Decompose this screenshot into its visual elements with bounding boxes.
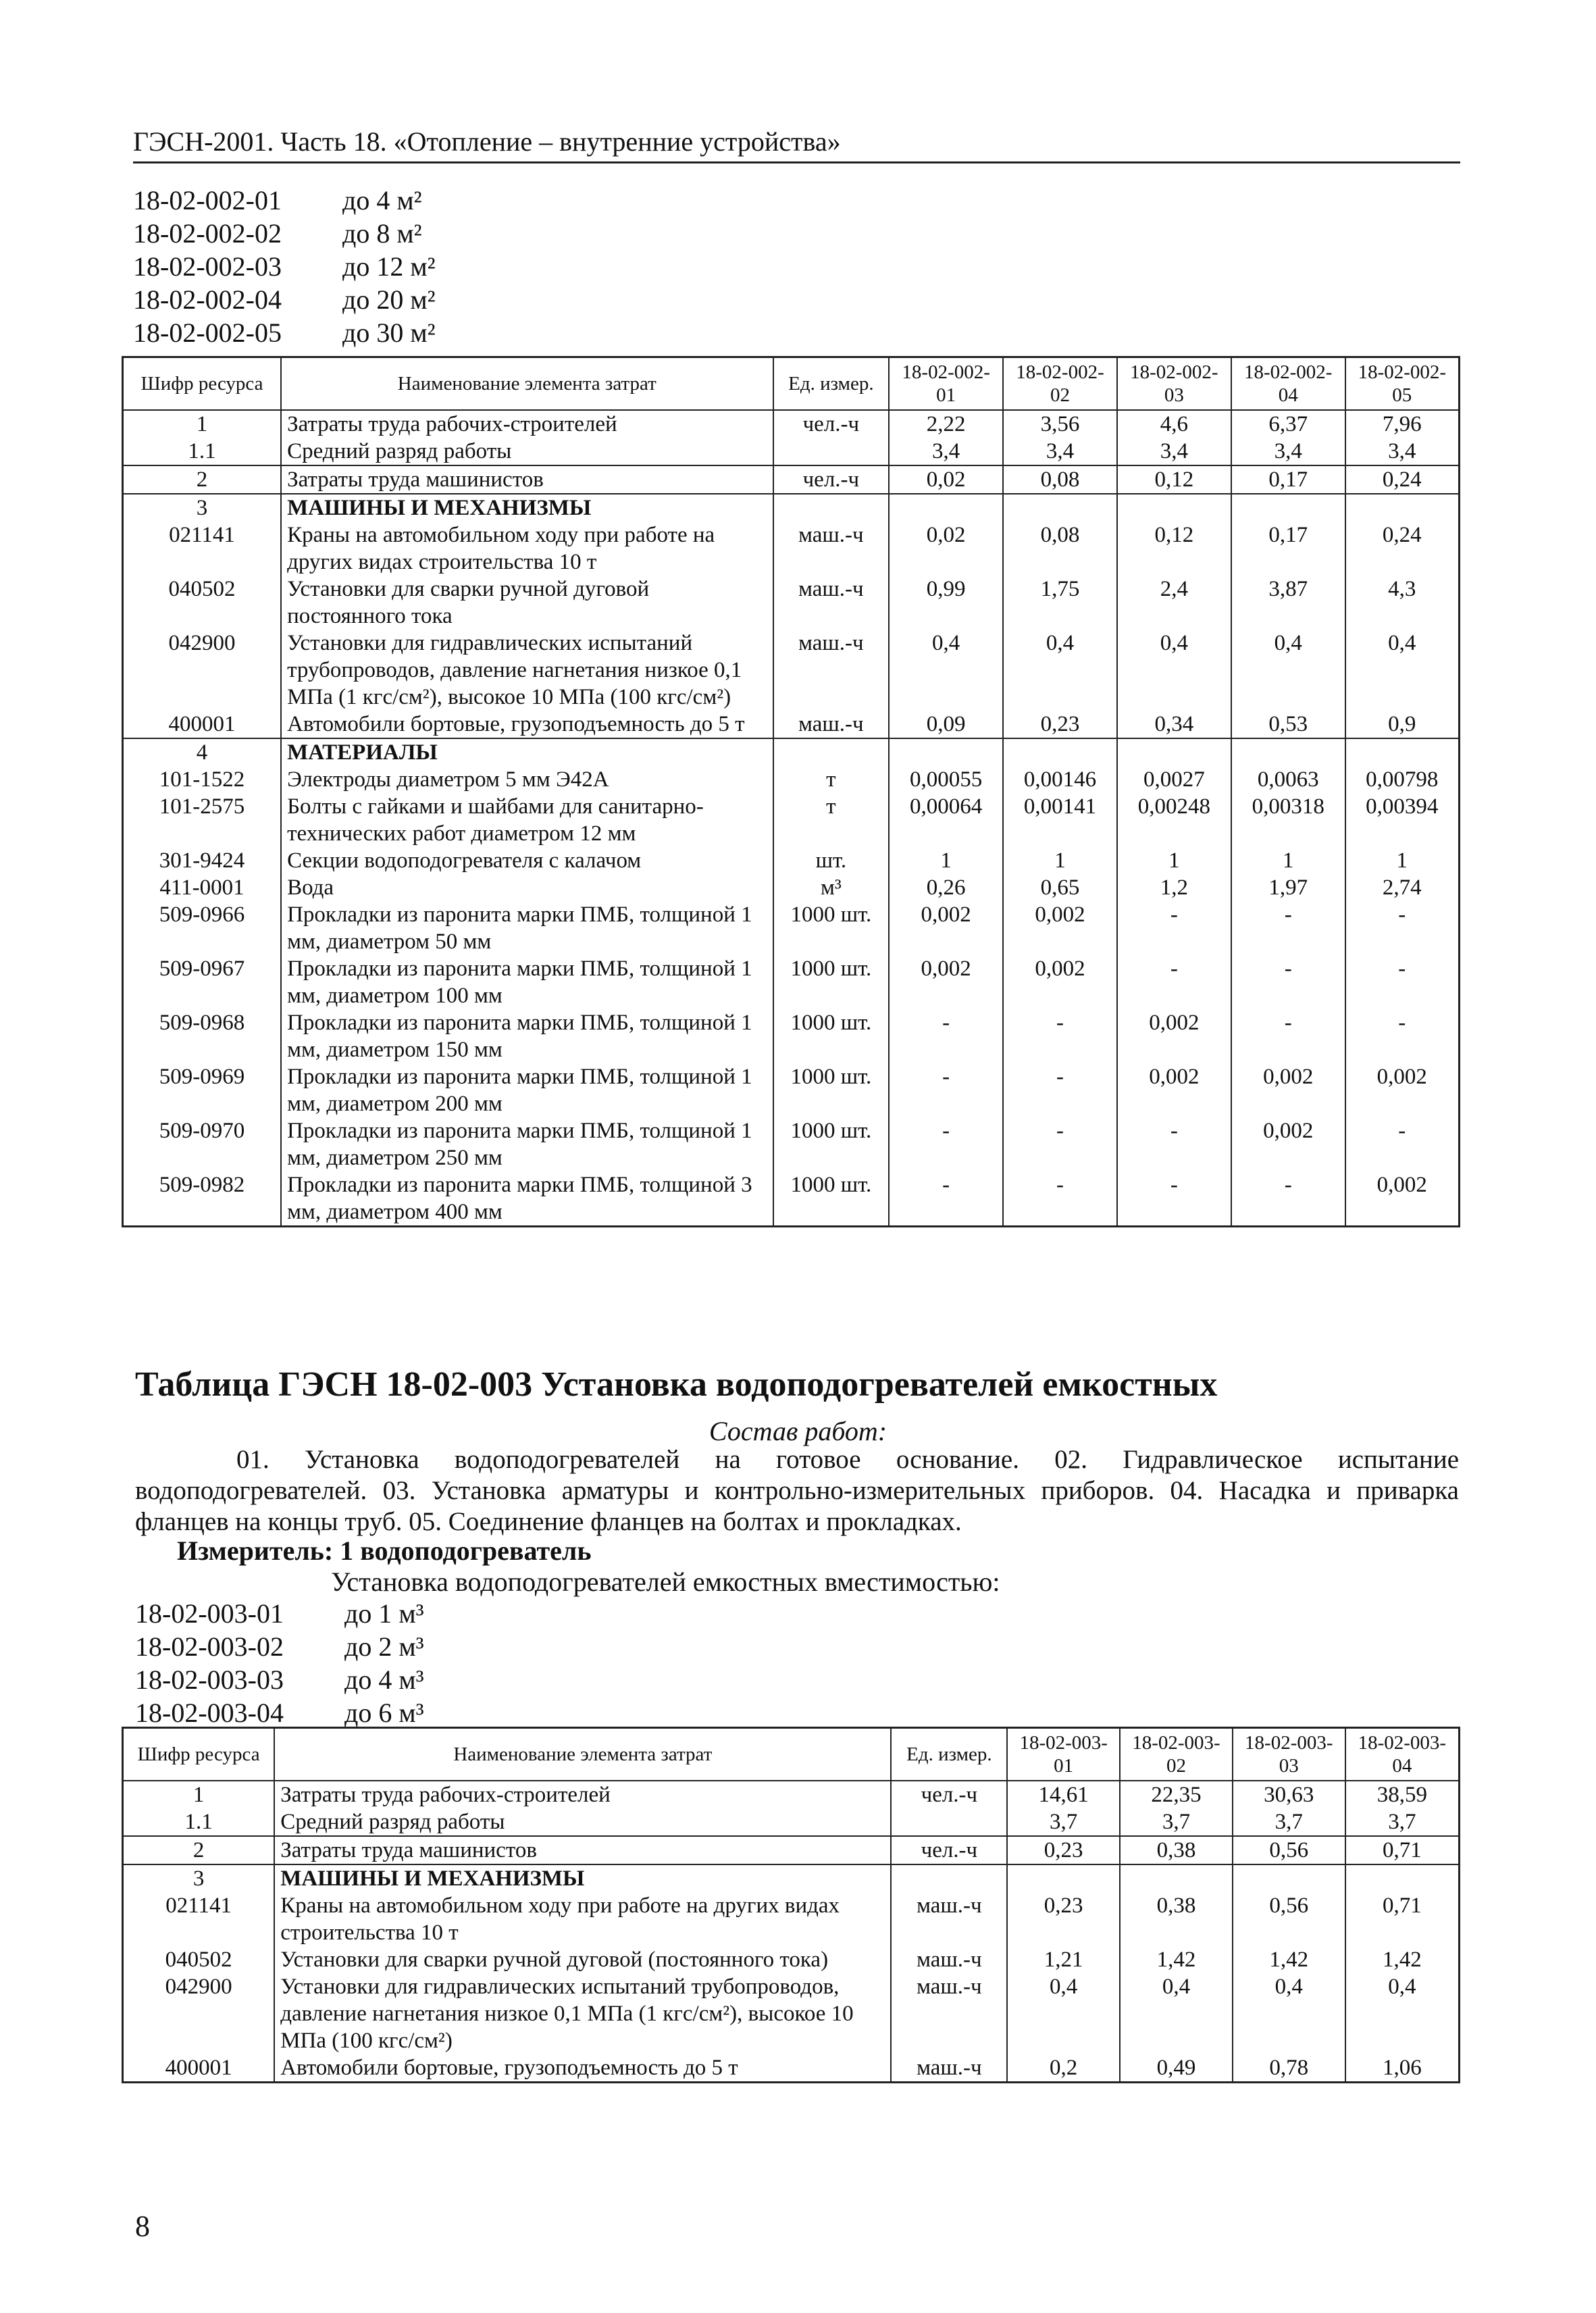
value-cell: 1,21 bbox=[1007, 1946, 1120, 1973]
code-row bbox=[133, 283, 436, 316]
table-row bbox=[123, 1808, 1460, 1836]
column-header: Ед. измер. bbox=[891, 1728, 1007, 1781]
resource-code: 042900 bbox=[123, 1973, 275, 2054]
code-row bbox=[135, 1630, 424, 1663]
value-cell: 3,4 bbox=[1345, 438, 1460, 465]
resource-table-2 bbox=[122, 1727, 1460, 2083]
resource-code: 101-1522 bbox=[123, 766, 282, 793]
resource-table-1 bbox=[122, 356, 1460, 1227]
table-row bbox=[123, 847, 1460, 874]
value-cell: 0,4 bbox=[1345, 1973, 1460, 2054]
table-title: Таблица ГЭСН 18-02-003 Установка водоподогревателей емкостных bbox=[135, 1365, 1218, 1404]
resource-code: 509-0968 bbox=[123, 1009, 282, 1063]
cost-element-name: Краны на автомобильном ходу при работе на других видах строительства 10 т bbox=[281, 522, 773, 576]
value-cell: - bbox=[1345, 955, 1460, 1009]
unit: т bbox=[773, 766, 890, 793]
cost-element-name: Затраты труда машинистов bbox=[281, 465, 773, 494]
value-cell: - bbox=[889, 1009, 1003, 1063]
resource-code: 411-0001 bbox=[123, 874, 282, 901]
code-row bbox=[133, 184, 436, 217]
value-cell: 0,00055 bbox=[889, 766, 1003, 793]
value-cell: 0,00064 bbox=[889, 793, 1003, 847]
value-cell: - bbox=[1003, 1009, 1117, 1063]
table-row bbox=[123, 1063, 1460, 1117]
unit: 1000 шт. bbox=[773, 1009, 890, 1063]
value-cell: 0,08 bbox=[1003, 522, 1117, 576]
resource-code: 021141 bbox=[123, 522, 282, 576]
table-row bbox=[123, 2054, 1460, 2083]
resource-code: 4 bbox=[123, 738, 282, 766]
table-row bbox=[123, 1946, 1460, 1973]
composition-text: 01. Установка водоподогревателей на готовое основание. 02. Гидравлическое испытание водоподогревателей. 03. Установка арматуры и контрольно-измерительных приборов. 04. Насадка и приварка фланцев на концы труб. 05. Соединение фланцев на болтах и прокладках. bbox=[135, 1445, 1459, 1536]
resource-code: 042900 bbox=[123, 630, 282, 711]
unit: 1000 шт. bbox=[773, 1117, 890, 1171]
code-size: до 4 м² bbox=[342, 185, 422, 215]
value-cell: 0,12 bbox=[1117, 465, 1231, 494]
resource-code: 101-2575 bbox=[123, 793, 282, 847]
cost-element-name: Автомобили бортовые, грузоподъемность до 5 т bbox=[281, 711, 773, 738]
value-cell: 0,002 bbox=[1003, 955, 1117, 1009]
value-cell: - bbox=[1345, 1117, 1460, 1171]
resource-code: 3 bbox=[123, 1864, 275, 1892]
table-row bbox=[123, 494, 1460, 522]
code-list-1 bbox=[133, 184, 436, 349]
code-size: до 2 м³ bbox=[344, 1631, 424, 1662]
code-size: до 4 м³ bbox=[344, 1664, 424, 1695]
value-cell: 4,6 bbox=[1117, 410, 1231, 438]
code-size: до 12 м² bbox=[342, 251, 436, 282]
code-number: 18-02-003-02 bbox=[135, 1631, 284, 1662]
table-row bbox=[123, 766, 1460, 793]
value-cell bbox=[1117, 738, 1231, 766]
value-cell: - bbox=[889, 1117, 1003, 1171]
resource-code: 509-0966 bbox=[123, 901, 282, 955]
table-row bbox=[123, 955, 1460, 1009]
unit: маш.-ч bbox=[773, 711, 890, 738]
cost-element-name: Прокладки из паронита марки ПМБ, толщиной 1 мм, диаметром 200 мм bbox=[281, 1063, 773, 1117]
value-cell: 0,56 bbox=[1233, 1836, 1345, 1864]
value-cell: 2,74 bbox=[1345, 874, 1460, 901]
column-header: Наименование элемента затрат bbox=[274, 1728, 891, 1781]
cost-element-name: МАШИНЫ И МЕХАНИЗМЫ bbox=[274, 1864, 891, 1892]
value-cell bbox=[1003, 494, 1117, 522]
resource-code: 040502 bbox=[123, 576, 282, 630]
code-number: 18-02-002-05 bbox=[133, 317, 282, 348]
value-cell: 0,24 bbox=[1345, 465, 1460, 494]
table-row bbox=[123, 1892, 1460, 1946]
value-cell bbox=[1345, 738, 1460, 766]
value-cell: 0,12 bbox=[1117, 522, 1231, 576]
cost-element-name: Секции водоподогревателя с калачом bbox=[281, 847, 773, 874]
column-header: 18-02-002-04 bbox=[1231, 357, 1345, 411]
column-header: 18-02-003-04 bbox=[1345, 1728, 1460, 1781]
install-caption: Установка водоподогревателей емкостных вместимостью: bbox=[331, 1567, 1000, 1597]
cost-element-name: МАШИНЫ И МЕХАНИЗМЫ bbox=[281, 494, 773, 522]
value-cell: 3,4 bbox=[1117, 438, 1231, 465]
cost-element-name: Средний разряд работы bbox=[281, 438, 773, 465]
unit: маш.-ч bbox=[891, 1973, 1007, 2054]
value-cell bbox=[1231, 738, 1345, 766]
column-header: Ед. измер. bbox=[773, 357, 890, 411]
cost-element-name: Средний разряд работы bbox=[274, 1808, 891, 1836]
cost-element-name: Прокладки из паронита марки ПМБ, толщиной 3 мм, диаметром 400 мм bbox=[281, 1171, 773, 1227]
resource-code: 400001 bbox=[123, 711, 282, 738]
value-cell: 0,02 bbox=[889, 522, 1003, 576]
resource-code: 1.1 bbox=[123, 1808, 275, 1836]
value-cell: 3,87 bbox=[1231, 576, 1345, 630]
unit: 1000 шт. bbox=[773, 901, 890, 955]
column-header: 18-02-002-05 bbox=[1345, 357, 1460, 411]
cost-element-name: Вода bbox=[281, 874, 773, 901]
code-row bbox=[135, 1663, 424, 1696]
value-cell: 0,4 bbox=[1231, 630, 1345, 711]
resource-code: 509-0982 bbox=[123, 1171, 282, 1227]
value-cell: 2,4 bbox=[1117, 576, 1231, 630]
code-size: до 8 м² bbox=[342, 218, 422, 249]
value-cell: 3,7 bbox=[1007, 1808, 1120, 1836]
value-cell: 0,00318 bbox=[1231, 793, 1345, 847]
code-number: 18-02-002-02 bbox=[133, 218, 282, 249]
resource-code: 301-9424 bbox=[123, 847, 282, 874]
cost-element-name: Затраты труда машинистов bbox=[274, 1836, 891, 1864]
table-row bbox=[123, 793, 1460, 847]
value-cell: 0,0063 bbox=[1231, 766, 1345, 793]
value-cell: 0,9 bbox=[1345, 711, 1460, 738]
table-row bbox=[123, 874, 1460, 901]
unit: 1000 шт. bbox=[773, 955, 890, 1009]
cost-element-name: Краны на автомобильном ходу при работе на других видах строительства 10 т bbox=[274, 1892, 891, 1946]
value-cell: 1,97 bbox=[1231, 874, 1345, 901]
cost-element-name: МАТЕРИАЛЫ bbox=[281, 738, 773, 766]
value-cell: 4,3 bbox=[1345, 576, 1460, 630]
unit: маш.-ч bbox=[891, 1946, 1007, 1973]
code-row bbox=[133, 250, 436, 283]
cost-element-name: Автомобили бортовые, грузоподъемность до 5 т bbox=[274, 2054, 891, 2083]
value-cell: 0,26 bbox=[889, 874, 1003, 901]
code-number: 18-02-002-04 bbox=[133, 284, 282, 315]
value-cell: 0,002 bbox=[889, 901, 1003, 955]
value-cell bbox=[1345, 494, 1460, 522]
cost-element-name: Установки для сварки ручной дуговой (постоянного тока) bbox=[274, 1946, 891, 1973]
value-cell: 0,56 bbox=[1233, 1892, 1345, 1946]
unit bbox=[773, 494, 890, 522]
cost-element-name: Прокладки из паронита марки ПМБ, толщиной 1 мм, диаметром 100 мм bbox=[281, 955, 773, 1009]
value-cell: 0,4 bbox=[1233, 1973, 1345, 2054]
value-cell: 0,38 bbox=[1120, 1836, 1233, 1864]
resource-code: 400001 bbox=[123, 2054, 275, 2083]
value-cell: 0,4 bbox=[1345, 630, 1460, 711]
code-row bbox=[135, 1696, 424, 1729]
unit: т bbox=[773, 793, 890, 847]
value-cell: 3,7 bbox=[1120, 1808, 1233, 1836]
cost-element-name: Затраты труда рабочих-строителей bbox=[281, 410, 773, 438]
resource-code: 021141 bbox=[123, 1892, 275, 1946]
value-cell: 38,59 bbox=[1345, 1781, 1460, 1808]
value-cell: 0,23 bbox=[1003, 711, 1117, 738]
value-cell: - bbox=[1345, 1009, 1460, 1063]
unit: м³ bbox=[773, 874, 890, 901]
value-cell: 0,00798 bbox=[1345, 766, 1460, 793]
value-cell: - bbox=[1231, 1009, 1345, 1063]
unit bbox=[773, 738, 890, 766]
code-size: до 6 м³ bbox=[344, 1698, 424, 1728]
unit: маш.-ч bbox=[891, 1892, 1007, 1946]
value-cell: 0,08 bbox=[1003, 465, 1117, 494]
table-row bbox=[123, 522, 1460, 576]
value-cell: 0,4 bbox=[1120, 1973, 1233, 2054]
measure-unit: Измеритель: 1 водоподогреватель bbox=[177, 1535, 592, 1566]
unit: чел.-ч bbox=[773, 465, 890, 494]
value-cell: 0,00248 bbox=[1117, 793, 1231, 847]
value-cell: 0,4 bbox=[1117, 630, 1231, 711]
value-cell: 14,61 bbox=[1007, 1781, 1120, 1808]
resource-code: 509-0969 bbox=[123, 1063, 282, 1117]
table-row bbox=[123, 1836, 1460, 1864]
value-cell: 1 bbox=[1003, 847, 1117, 874]
table-row bbox=[123, 901, 1460, 955]
resource-code: 1 bbox=[123, 410, 282, 438]
value-cell: - bbox=[889, 1171, 1003, 1227]
value-cell bbox=[1007, 1864, 1120, 1892]
resource-code: 2 bbox=[123, 465, 282, 494]
table-row bbox=[123, 465, 1460, 494]
unit: 1000 шт. bbox=[773, 1063, 890, 1117]
unit: чел.-ч bbox=[891, 1836, 1007, 1864]
value-cell: 3,4 bbox=[1231, 438, 1345, 465]
resource-code: 040502 bbox=[123, 1946, 275, 1973]
cost-element-name: Болты с гайками и шайбами для санитарно-технических работ диаметром 12 мм bbox=[281, 793, 773, 847]
resource-code: 1 bbox=[123, 1781, 275, 1808]
value-cell: 0,99 bbox=[889, 576, 1003, 630]
column-header: 18-02-003-03 bbox=[1233, 1728, 1345, 1781]
code-number: 18-02-003-03 bbox=[135, 1664, 284, 1695]
value-cell bbox=[889, 494, 1003, 522]
value-cell: 1,06 bbox=[1345, 2054, 1460, 2083]
table-row bbox=[123, 1117, 1460, 1171]
value-cell: 3,7 bbox=[1233, 1808, 1345, 1836]
value-cell: - bbox=[1231, 1171, 1345, 1227]
value-cell: 1,42 bbox=[1345, 1946, 1460, 1973]
value-cell: 1,2 bbox=[1117, 874, 1231, 901]
value-cell bbox=[1345, 1864, 1460, 1892]
value-cell bbox=[1231, 494, 1345, 522]
value-cell: 0,002 bbox=[1231, 1117, 1345, 1171]
value-cell: - bbox=[1117, 1171, 1231, 1227]
value-cell: 0,002 bbox=[1003, 901, 1117, 955]
value-cell: 1 bbox=[1117, 847, 1231, 874]
value-cell: 1 bbox=[889, 847, 1003, 874]
column-header: Шифр ресурса bbox=[123, 1728, 275, 1781]
value-cell: 0,17 bbox=[1231, 522, 1345, 576]
value-cell: 0,53 bbox=[1231, 711, 1345, 738]
value-cell: 0,02 bbox=[889, 465, 1003, 494]
table-row bbox=[123, 738, 1460, 766]
value-cell: 0,4 bbox=[889, 630, 1003, 711]
column-header: 18-02-002-01 bbox=[889, 357, 1003, 411]
value-cell bbox=[1233, 1864, 1345, 1892]
value-cell: 0,38 bbox=[1120, 1892, 1233, 1946]
code-list-2 bbox=[135, 1597, 424, 1729]
cost-element-name: Прокладки из паронита марки ПМБ, толщиной 1 мм, диаметром 150 мм bbox=[281, 1009, 773, 1063]
composition-label: Состав работ: bbox=[709, 1416, 887, 1446]
value-cell: 3,4 bbox=[1003, 438, 1117, 465]
value-cell: 0,002 bbox=[1345, 1063, 1460, 1117]
table-row bbox=[123, 1009, 1460, 1063]
code-size: до 20 м² bbox=[342, 284, 436, 315]
value-cell: - bbox=[1231, 901, 1345, 955]
unit: чел.-ч bbox=[891, 1781, 1007, 1808]
page-number: 8 bbox=[135, 2210, 150, 2243]
code-size: до 30 м² bbox=[342, 317, 436, 348]
column-header: 18-02-002-03 bbox=[1117, 357, 1231, 411]
value-cell: 7,96 bbox=[1345, 410, 1460, 438]
value-cell: - bbox=[1003, 1171, 1117, 1227]
value-cell: - bbox=[1345, 901, 1460, 955]
column-header: Шифр ресурса bbox=[123, 357, 282, 411]
unit bbox=[891, 1808, 1007, 1836]
column-header: 18-02-003-02 bbox=[1120, 1728, 1233, 1781]
value-cell: 0,23 bbox=[1007, 1892, 1120, 1946]
table-row bbox=[123, 410, 1460, 438]
value-cell: 0,4 bbox=[1007, 1973, 1120, 2054]
value-cell: 0,65 bbox=[1003, 874, 1117, 901]
value-cell: 0,0027 bbox=[1117, 766, 1231, 793]
code-row bbox=[135, 1597, 424, 1630]
table-row bbox=[123, 438, 1460, 465]
value-cell: 6,37 bbox=[1231, 410, 1345, 438]
value-cell bbox=[1003, 738, 1117, 766]
running-header: ГЭСН-2001. Часть 18. «Отопление – внутренние устройства» bbox=[133, 126, 1460, 163]
table-row bbox=[123, 630, 1460, 711]
value-cell: - bbox=[1003, 1117, 1117, 1171]
value-cell: 0,71 bbox=[1345, 1836, 1460, 1864]
value-cell: 0,4 bbox=[1003, 630, 1117, 711]
code-number: 18-02-002-03 bbox=[133, 251, 282, 282]
value-cell: - bbox=[1117, 955, 1231, 1009]
value-cell: 0,17 bbox=[1231, 465, 1345, 494]
value-cell: 0,71 bbox=[1345, 1892, 1460, 1946]
unit: маш.-ч bbox=[891, 2054, 1007, 2083]
value-cell bbox=[889, 738, 1003, 766]
value-cell: 0,2 bbox=[1007, 2054, 1120, 2083]
cost-element-name: Электроды диаметром 5 мм Э42А bbox=[281, 766, 773, 793]
value-cell: 3,56 bbox=[1003, 410, 1117, 438]
unit: маш.-ч bbox=[773, 576, 890, 630]
value-cell: 0,00394 bbox=[1345, 793, 1460, 847]
value-cell: 2,22 bbox=[889, 410, 1003, 438]
value-cell: 0,002 bbox=[1117, 1009, 1231, 1063]
value-cell: 22,35 bbox=[1120, 1781, 1233, 1808]
unit bbox=[891, 1864, 1007, 1892]
value-cell: - bbox=[889, 1063, 1003, 1117]
table-row bbox=[123, 1973, 1460, 2054]
value-cell: 0,09 bbox=[889, 711, 1003, 738]
unit: шт. bbox=[773, 847, 890, 874]
value-cell: 0,49 bbox=[1120, 2054, 1233, 2083]
code-number: 18-02-002-01 bbox=[133, 185, 282, 215]
column-header: Наименование элемента затрат bbox=[281, 357, 773, 411]
resource-code: 2 bbox=[123, 1836, 275, 1864]
value-cell: 1 bbox=[1345, 847, 1460, 874]
resource-code: 1.1 bbox=[123, 438, 282, 465]
value-cell: 3,4 bbox=[889, 438, 1003, 465]
value-cell bbox=[1120, 1864, 1233, 1892]
cost-element-name: Установки для гидравлических испытаний трубопроводов, давление нагнетания низкое 0,1 МПа (1 кгс/см²), высокое 10 МПа (100 кгс/см²) bbox=[281, 630, 773, 711]
value-cell: - bbox=[1231, 955, 1345, 1009]
value-cell: 0,00141 bbox=[1003, 793, 1117, 847]
resource-code: 509-0967 bbox=[123, 955, 282, 1009]
cost-element-name: Прокладки из паронита марки ПМБ, толщиной 1 мм, диаметром 50 мм bbox=[281, 901, 773, 955]
column-header: 18-02-003-01 bbox=[1007, 1728, 1120, 1781]
value-cell: 0,23 bbox=[1007, 1836, 1120, 1864]
value-cell: 30,63 bbox=[1233, 1781, 1345, 1808]
value-cell: 0,002 bbox=[1231, 1063, 1345, 1117]
value-cell: 1 bbox=[1231, 847, 1345, 874]
code-size: до 1 м³ bbox=[344, 1598, 424, 1629]
code-row bbox=[133, 217, 436, 250]
value-cell: 0,78 bbox=[1233, 2054, 1345, 2083]
value-cell: 1,42 bbox=[1120, 1946, 1233, 1973]
value-cell: 0,002 bbox=[1345, 1171, 1460, 1227]
unit: маш.-ч bbox=[773, 630, 890, 711]
cost-element-name: Установки для сварки ручной дуговой постоянного тока bbox=[281, 576, 773, 630]
value-cell: 0,00146 bbox=[1003, 766, 1117, 793]
cost-element-name: Затраты труда рабочих-строителей bbox=[274, 1781, 891, 1808]
value-cell: 1,42 bbox=[1233, 1946, 1345, 1973]
table-row bbox=[123, 1864, 1460, 1892]
code-number: 18-02-003-04 bbox=[135, 1698, 284, 1728]
table-row bbox=[123, 576, 1460, 630]
unit: маш.-ч bbox=[773, 522, 890, 576]
resource-code: 509-0970 bbox=[123, 1117, 282, 1171]
unit: 1000 шт. bbox=[773, 1171, 890, 1227]
resource-code: 3 bbox=[123, 494, 282, 522]
code-number: 18-02-003-01 bbox=[135, 1598, 284, 1629]
unit: чел.-ч bbox=[773, 410, 890, 438]
value-cell: 0,34 bbox=[1117, 711, 1231, 738]
table-row bbox=[123, 1781, 1460, 1808]
value-cell: 1,75 bbox=[1003, 576, 1117, 630]
value-cell: 0,002 bbox=[1117, 1063, 1231, 1117]
column-header: 18-02-002-02 bbox=[1003, 357, 1117, 411]
table-row bbox=[123, 711, 1460, 738]
code-row bbox=[133, 316, 436, 349]
cost-element-name: Установки для гидравлических испытаний трубопроводов, давление нагнетания низкое 0,1 МПа (1 кгс/см²), высокое 10 МПа (100 кгс/см²) bbox=[274, 1973, 891, 2054]
cost-element-name: Прокладки из паронита марки ПМБ, толщиной 1 мм, диаметром 250 мм bbox=[281, 1117, 773, 1171]
value-cell bbox=[1117, 494, 1231, 522]
unit bbox=[773, 438, 890, 465]
table-row bbox=[123, 1171, 1460, 1227]
value-cell: - bbox=[1117, 1117, 1231, 1171]
value-cell: 3,7 bbox=[1345, 1808, 1460, 1836]
value-cell: - bbox=[1003, 1063, 1117, 1117]
value-cell: - bbox=[1117, 901, 1231, 955]
value-cell: 0,002 bbox=[889, 955, 1003, 1009]
value-cell: 0,24 bbox=[1345, 522, 1460, 576]
